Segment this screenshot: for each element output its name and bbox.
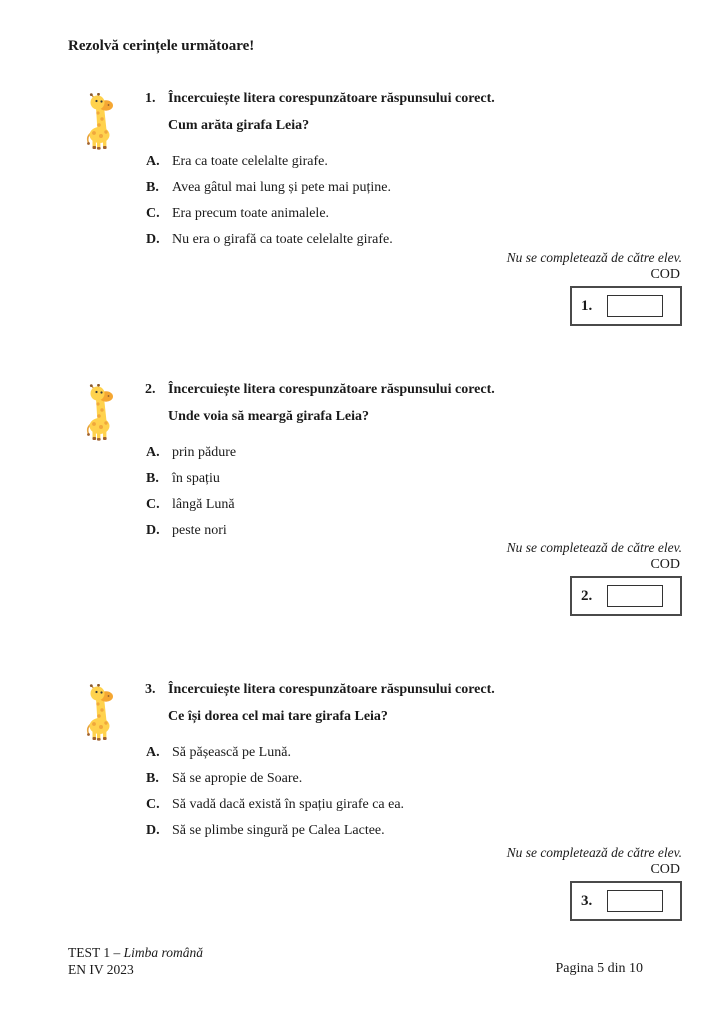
option-letter: C. [146,497,160,512]
cod-block-1 [400,249,682,326]
option-text: Era precum toate animalele. [172,206,330,221]
option-row-a [146,440,680,466]
option-row-a [146,740,680,766]
question-prompt: Încercuiește litera corespunzătoare răspunsului corect. [168,682,495,697]
option-letter: C. [146,797,160,812]
giraffe-icon [84,384,122,442]
option-text: prin pădure [172,445,237,460]
cod-label: COD [650,557,680,572]
cod-question-number: 1. [581,297,593,314]
footer-page-number: Pagina 5 din 10 [555,961,643,976]
option-letter: A. [146,154,160,169]
option-row-c [146,792,680,818]
cod-box [570,576,682,616]
options-list [146,149,680,253]
evaluator-note: Nu se completează de către elev. [506,845,682,860]
question-number: 2. [145,382,156,397]
option-letter: B. [146,180,159,195]
footer-edition: EN IV 2023 [68,962,134,977]
evaluator-note: Nu se completează de către elev. [506,540,682,555]
option-text: Să se plimbe singură pe Calea Lactee. [172,823,385,838]
cod-question-number: 2. [581,587,593,604]
option-letter: D. [146,232,160,247]
cod-block-2 [400,539,682,616]
question-subprompt: Cum arăta girafa Leia? [168,118,310,133]
options-list [146,740,680,844]
option-letter: D. [146,523,160,538]
question-number: 1. [145,91,156,106]
option-text: Avea gâtul mai lung și pete mai puține. [172,180,392,195]
footer-test-title: Limba română [123,945,204,960]
question-subprompt: Ce își dorea cel mai tare girafa Leia? [168,709,388,724]
option-text: peste nori [172,523,227,538]
cod-box [570,881,682,921]
option-text: Să pășească pe Lună. [172,745,291,760]
option-row-d [146,818,680,844]
option-text: lângă Lună [172,497,235,512]
evaluator-note: Nu se completează de către elev. [506,250,682,265]
cod-question-number: 3. [581,892,593,909]
cod-input-box [607,295,663,317]
question-prompt: Încercuiește litera corespunzătoare răspunsului corect. [168,91,495,106]
question-prompt: Încercuiește litera corespunzătoare răspunsului corect. [168,382,495,397]
cod-label: COD [650,862,680,877]
cod-block-3 [400,844,682,921]
option-row-a [146,149,680,175]
option-row-b [146,766,680,792]
option-letter: B. [146,771,159,786]
question-subprompt: Unde voia să meargă girafa Leia? [168,409,370,424]
cod-input-box [607,585,663,607]
option-row-c [146,201,680,227]
giraffe-icon [84,684,122,742]
option-letter: D. [146,823,160,838]
footer-test-info [68,944,203,978]
option-letter: C. [146,206,160,221]
cod-label: COD [650,267,680,282]
option-text: Era ca toate celelalte girafe. [172,154,328,169]
options-list [146,440,680,544]
footer-test-line: TEST 1 – Limba română [68,945,204,960]
option-letter: A. [146,745,160,760]
option-row-c [146,492,680,518]
option-text: Nu era o girafă ca toate celelalte girafe. [172,232,393,247]
option-letter: A. [146,445,160,460]
cod-input-box [607,890,663,912]
question-number: 3. [145,682,156,697]
option-row-b [146,175,680,201]
option-text: în spațiu [172,471,220,486]
cod-box [570,286,682,326]
page-title: Rezolvă cerințele următoare! [68,38,255,54]
option-row-b [146,466,680,492]
option-text: Să vadă dacă există în spațiu girafe ca ea. [172,797,405,812]
giraffe-icon [84,93,122,151]
option-text: Să se apropie de Soare. [172,771,303,786]
option-letter: B. [146,471,159,486]
